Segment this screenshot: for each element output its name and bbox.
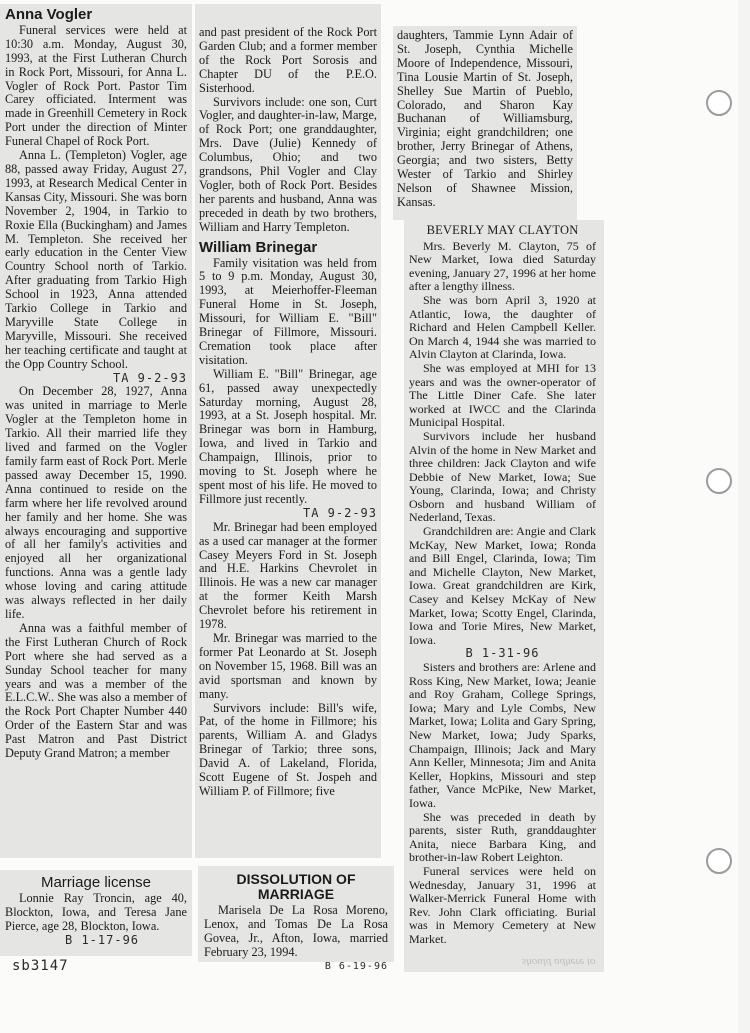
obituary-paragraph: Funeral services were held at 10:30 a.m. Monday, August 30, 1993, at the First Lutheran Church in Rock Port, Missouri, for Anna L. Vogler of Rock Port. Pastor Tim Carey officiated. Interment was made in Greenhill Cemetery in Rock Port under the direction of Minter Funeral Chapel of Rock Port.	[5, 22, 187, 149]
punch-hole	[706, 848, 732, 874]
punch-hole	[706, 90, 732, 116]
notice-text: Lonnie Ray Troncin, age 40, Blockton, Iowa, and Teresa Jane Pierce, age 28, Blockton, Iowa.	[5, 890, 187, 933]
handwritten-date: B 6-19-96	[324, 960, 388, 972]
dissolution-clipping	[198, 866, 394, 972]
notice-title: DISSOLUTION OF MARRIAGE	[236, 871, 356, 902]
clayton-clipping	[404, 220, 604, 972]
obituary-paragraph: Mr. Brinegar had been employed as a used car manager at the former Casey Meyers Ford in St. Joseph and H.E. Harkins Chevrolet in Illinois. He was a new car manager at the former Keith Marsh Chevrolet before his retirement in 1978.	[199, 519, 377, 632]
notice-title: Marriage license	[40, 874, 152, 891]
notice-text: Marisela De La Rosa Moreno, Lenox, and Tomas De La Rosa Govea, Jr., Afton, Iowa, married February 23, 1994.	[204, 903, 388, 959]
page-label: sb3147	[12, 958, 69, 974]
obituary-title: Anna Vogler	[5, 6, 93, 23]
obituary-paragraph: and past president of the Rock Port Garden Club; and a former member of the Rock Port Sorosis and Chapter DU of the P.E.O. Sisterhood.	[199, 25, 377, 95]
obituary-paragraph: Survivors include: Bill's wife, Pat, of the home in Fillmore; his parents, William A. and Gladys Brinegar of Tarkio; three sons, David A. of Lakeland, Florida, Scott Eugene of St. Jospeh and William P. of Fillmore; five	[199, 700, 377, 798]
marriage-license-clipping	[0, 870, 192, 956]
obituary-paragraph: Family visitation was held from 5 to 9 p.m. Monday, August 30, 1993, at Meierhoffer-Fleeman Funeral Home in St. Joseph, Missouri, for William E. "Bill" Brinegar of Fillmore, Missouri. Cremation took place after visitation.	[199, 255, 377, 367]
brinegar-continued-clipping	[393, 26, 577, 220]
obituary-paragraph: She was born April 3, 1920 at Atlantic, Iowa, the daughter of Richard and Helen Campbell Keller. On March 4, 1944 she was married to Alvin Clayton at Clarinda, Iowa.	[409, 292, 596, 362]
handwritten-date: B 1-31-96	[465, 646, 540, 661]
brinegar-clipping	[195, 4, 381, 858]
handwritten-date: TA 9-2-93	[302, 505, 377, 520]
obituary-title: BEVERLY MAY CLAYTON	[426, 223, 579, 237]
bleed-through-text: should adhere to	[522, 956, 596, 968]
obituary-paragraph: William E. "Bill" Brinegar, age 61, passed away unexpectedly Saturday morning, August 28, 1993, at a St. Joseph hospital. Mr. Brinegar was born in Hamburg, Iowa, and lived in Tarkio and Champaign, Illinois, prior to moving to St. Joseph where he spent most of his life. He moved to Fillmore just recently.	[199, 366, 377, 506]
obituary-paragraph: She was employed at MHI for 13 years and was the owner-operator of The Little Diner Cafe. She later worked at IWCC and the Clarinda Municipal Hospital.	[409, 360, 596, 430]
obituary-paragraph: Survivors include her husband Alvin of the home in New Market and three children: Jack Clayton and wife Debbie of New Market, Iowa; Sue Young, Clarinda, Iowa; and Christy Osborn and husband William of Nederland, Texas.	[409, 428, 596, 525]
obituary-paragraph: Survivors include: one son, Curt Vogler, and daughter-in-law, Marge, of Rock Port; one granddaughter, Mrs. Dave (Julie) Kennedy of Columbus, Ohio; and two grandsons, Phil Vogler and Clay Vogler, both of Rock Port. Besides her parents and husband, Anna was preceded in death by two brothers, William and Harry Templeton.	[199, 94, 377, 234]
anna-vogler-clipping	[0, 4, 192, 858]
obituary-paragraph: On December 28, 1927, Anna was united in marriage to Merle Vogler at the Templeton home in Tarkio. All their married life they lived and farmed on the Vogler family farm east of Rock Port. Merle passed away December 15, 1990. Anna continued to reside on the farm where her life revolved around her family and her home. She was always encouraging and supportive of all her family's activities and enjoyed all her organizational functions. Anna was a gentle lady whose loving and caring attitude was always reflected in her daily life.	[5, 384, 188, 621]
handwritten-date: TA 9-2-93	[112, 370, 187, 385]
obituary-paragraph: Funeral services were held on Wednesday, January 31, 1996 at Walker-Merrick Funeral Home with Rev. John Clark officiating. Burial was in Memory Cemetery at New Market.	[409, 863, 596, 946]
handwritten-date: B 1-17-96	[65, 932, 140, 947]
obituary-paragraph: Sisters and brothers are: Arlene and Ross King, New Market, Iowa; Jeanie and Roy Graham, College Springs, Iowa; Mary and Lyle Combs, New Market, Iowa; Lolita and Gary Spring, New Market, Iowa; Judy Sparks, Champaign, Illinois; Jack and Mary Ann Keller, Minnesota; Jim and Anita Keller, Hopkins, Missouri and step father, Vance McPike, New Market, Iowa.	[409, 660, 596, 810]
obituary-paragraph: Mr. Brinegar was married to the former Pat Leonardo at St. Joseph on November 15, 1968. Bill was an avid sportsman and known by many.	[199, 630, 377, 701]
obituary-paragraph: daughters, Tammie Lynn Adair of St. Joseph, Cynthia Michelle Moore of Independence, Missouri, Tina Lousie Martin of St. Joseph, Shelley Sue Martin of Pueblo, Colorado, and Sharon Kay Buchanan of Williamsburg, Virginia; eight grandchildren; one brother, Jerry Brinegar of Athens, Georgia; and two sisters, Betty Wester of Tarkio and Shirley Nelson of Shawnee Mission, Kansas.	[397, 28, 573, 209]
obituary-paragraph: Grandchildren are: Angie and Clark McKay, New Market, Iowa; Ronda and Bill Engel, Clarinda, Iowa; Tim and Michelle Clayton, New Market, Iowa. Great grandchildren are Kirk, Casey and Kelsey McKay of New Market, Iowa; Scotty Engel, Clarinda, Iowa and Torie Mires, New Market, Iowa.	[409, 524, 596, 647]
punch-hole	[706, 468, 732, 494]
obituary-paragraph: Anna L. (Templeton) Vogler, age 88, passed away Friday, August 27, 1993, at Research Medical Center in Kansas City, Missouri. She was born November 2, 1904, in Tarkio to Roxie Ella (Buckingham) and James M. Templeton. She received her early education in the Center View Country School north of Tarkio. After graduating from Tarkio High School in 1923, Anna attended Tarkio College in Tarkio and Maryville State College in Maryville, Missouri. She received her teaching certificate and taught at the Opp Country School.	[5, 148, 187, 371]
obituary-paragraph: Mrs. Beverly M. Clayton, 75 of New Market, Iowa died Saturday evening, January 27, 1996 at her home after a lengthy illness.	[409, 238, 596, 294]
obituary-paragraph: Anna was a faithful member of the First Lutheran Church of Rock Port where she had served as a Sunday School teacher for many years and was a member of the E.L.C.W.. She was also a member of the Rock Port Chapter Number 440 Order of the Eastern Star and was Past Matron and Past District Deputy Grand Matron; a member	[5, 620, 187, 761]
obituary-title: William Brinegar	[199, 238, 318, 256]
obituary-paragraph: She was preceded in death by parents, sister Ruth, granddaughter Anita, niece Barbara King, and brother-in-law Robert Leighton.	[409, 809, 596, 865]
